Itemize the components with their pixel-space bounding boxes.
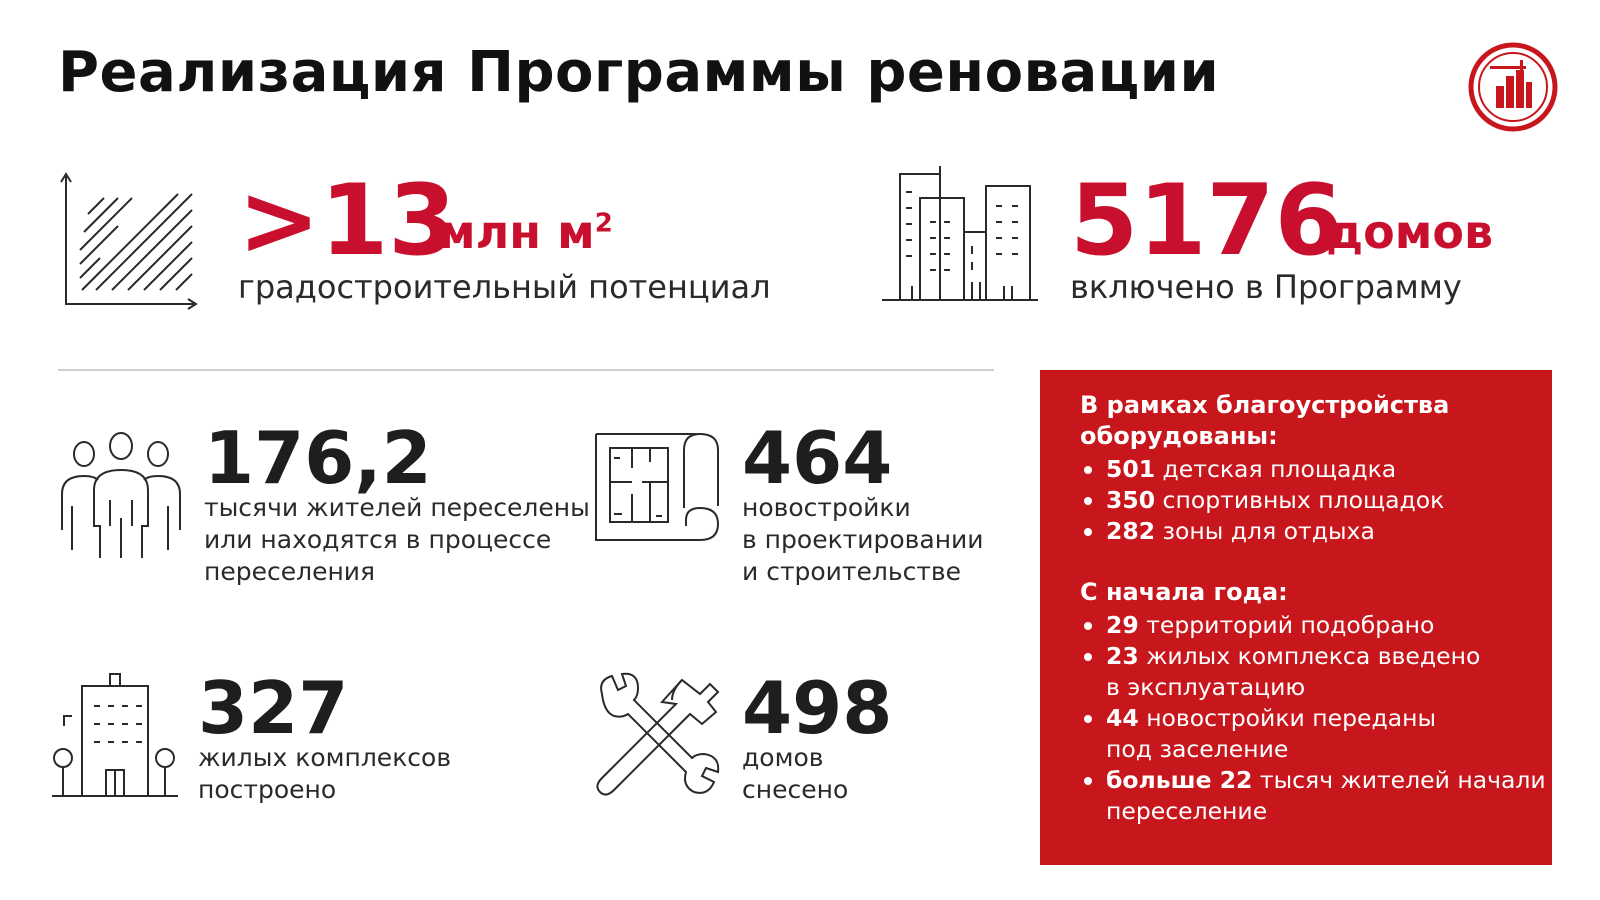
potential-value: >13 (238, 164, 457, 278)
complexes-value: 327 (198, 666, 349, 750)
list-item: 350 спортивных площадок (1080, 485, 1540, 516)
list-item: больше 22 тысяч жителей начали переселение (1080, 765, 1540, 827)
list-item: 23 жилых комплекса введено в эксплуатацию (1080, 641, 1540, 703)
newbuilds-value: 464 (742, 416, 893, 500)
list-item: 501 детская площадка (1080, 454, 1540, 485)
list-item: 44 новостройки переданы под заселение (1080, 703, 1540, 765)
area-icon (60, 170, 200, 310)
blueprint-icon (592, 428, 726, 546)
newbuilds-label: новостройки в проектировании и строительстве (742, 493, 984, 586)
houses-label: включено в Программу (1070, 268, 1462, 306)
divider (58, 369, 994, 371)
building-trees-icon (50, 672, 180, 800)
houses-value: 5176 (1070, 164, 1343, 278)
potential-label: градостроительный потенциал (238, 268, 771, 306)
section-title-landscaping: В рамках благоустройства оборудованы: (1080, 391, 1450, 450)
page-title: Реализация Программы реновации (58, 40, 1220, 105)
complexes-label: жилых комплексов построено (198, 743, 452, 804)
people-icon (56, 430, 186, 560)
this-year-list (1080, 610, 1546, 827)
highlights-panel (1040, 370, 1552, 865)
tools-icon (592, 672, 722, 802)
section-title-this-year: С начала года: (1080, 578, 1288, 606)
logo (1468, 42, 1558, 132)
landscaping-list (1080, 454, 1540, 547)
buildings-icon (880, 162, 1040, 304)
demolished-value: 498 (742, 666, 893, 750)
potential-unit: млн $м^2$ (438, 205, 613, 259)
demolished-label: домов снесено (742, 743, 849, 804)
residents-value: 176,2 (204, 416, 432, 500)
residents-label: тысячи жителей переселены или находятся в процессе переселения (204, 493, 590, 586)
list-item: 282 зоны для отдыха (1080, 516, 1540, 547)
list-item: 29 территорий подобрано (1080, 610, 1540, 641)
houses-unit: домов (1326, 205, 1494, 259)
